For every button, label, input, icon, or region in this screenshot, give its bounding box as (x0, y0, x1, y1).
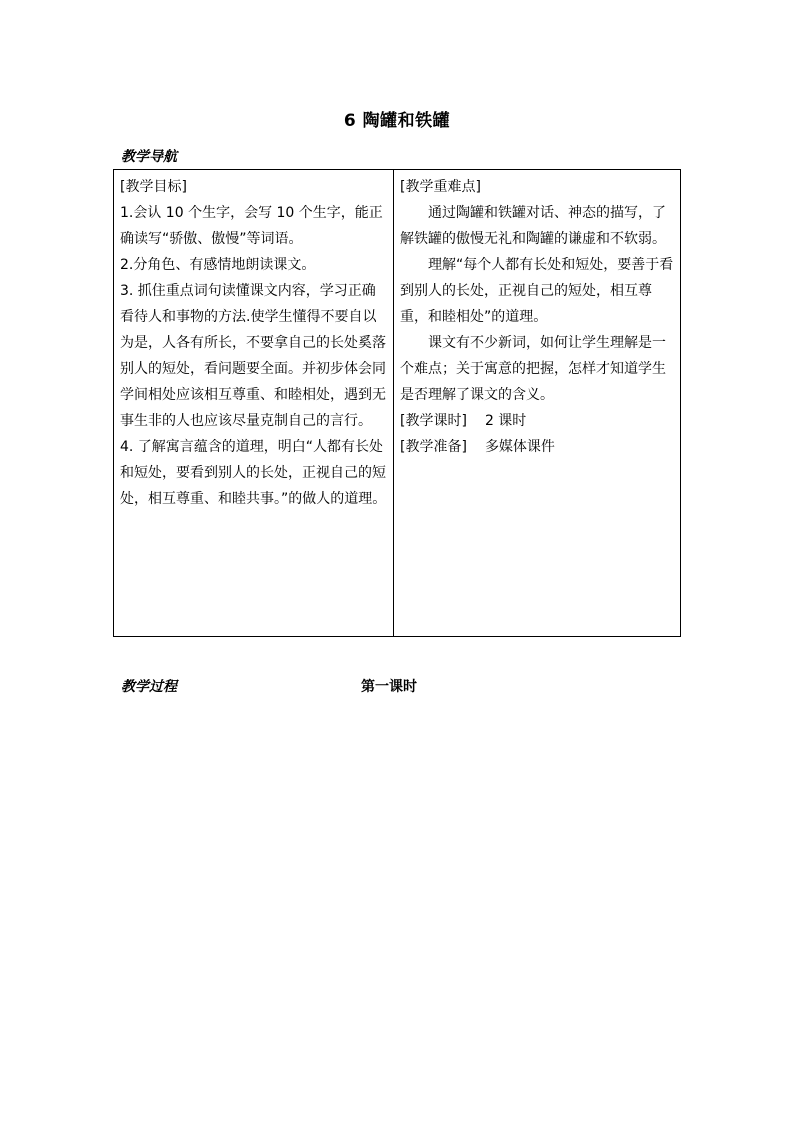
objective-item: 3. 抓住重点词句读懂课文内容，学习正确看待人和事物的方法.使学生懂得不要自以为是，人各有所长，不要拿自己的长处奚落别人的短处，看问题要全面。并初步体会同学间相处应该相互尊重、和睦相处，遇到无事生非的人也应该尽量克制自己的言行。 (120, 283, 386, 429)
preparation-value: 多媒体课件 (484, 439, 555, 455)
objective-item: 2.分角色、有感情地朗读课文。 (120, 257, 316, 273)
teaching-plan-table (113, 169, 681, 637)
class-hours-row (400, 408, 674, 434)
key-point-paragraph: 通过陶罐和铁罐对话、神态的描写，了解铁罐的傲慢无礼和陶罐的谦虚和不软弱。 (400, 205, 666, 247)
objectives-cell (114, 170, 394, 636)
lesson-period-label: 第一课时 (361, 679, 417, 695)
teaching-process-label: 教学过程 (121, 679, 177, 695)
key-points-cell (394, 170, 680, 636)
teaching-navigation-label: 教学导航 (121, 149, 177, 165)
class-hours-label: [教学课时] (400, 413, 467, 429)
document-title: 6 陶罐和铁罐 (343, 111, 451, 131)
objectives-heading: [教学目标] (120, 179, 187, 195)
objective-item: 1.会认 10 个生字，会写 10 个生字，能正确读写“骄傲、傲慢”等词语。 (120, 205, 383, 247)
preparation-label: [教学准备] (400, 439, 467, 455)
key-point-paragraph: 理解“每个人都有长处和短处，要善于看到别人的长处，正视自己的短处，相互尊重，和睦相处”的道理。 (400, 257, 674, 325)
objective-item: 4. 了解寓言蕴含的道理，明白“人都有长处和短处，要看到别人的长处，正视自己的短处，相互尊重、和睦共事。”的做人的道理。 (120, 439, 387, 507)
class-hours-value: 2 课时 (484, 413, 527, 429)
key-points-heading: [教学重难点] (400, 179, 481, 195)
preparation-row (400, 434, 674, 460)
key-point-paragraph: 课文有不少新词，如何让学生理解是一个难点；关于寓意的把握，怎样才知道学生是否理解了课文的含义。 (400, 335, 666, 403)
